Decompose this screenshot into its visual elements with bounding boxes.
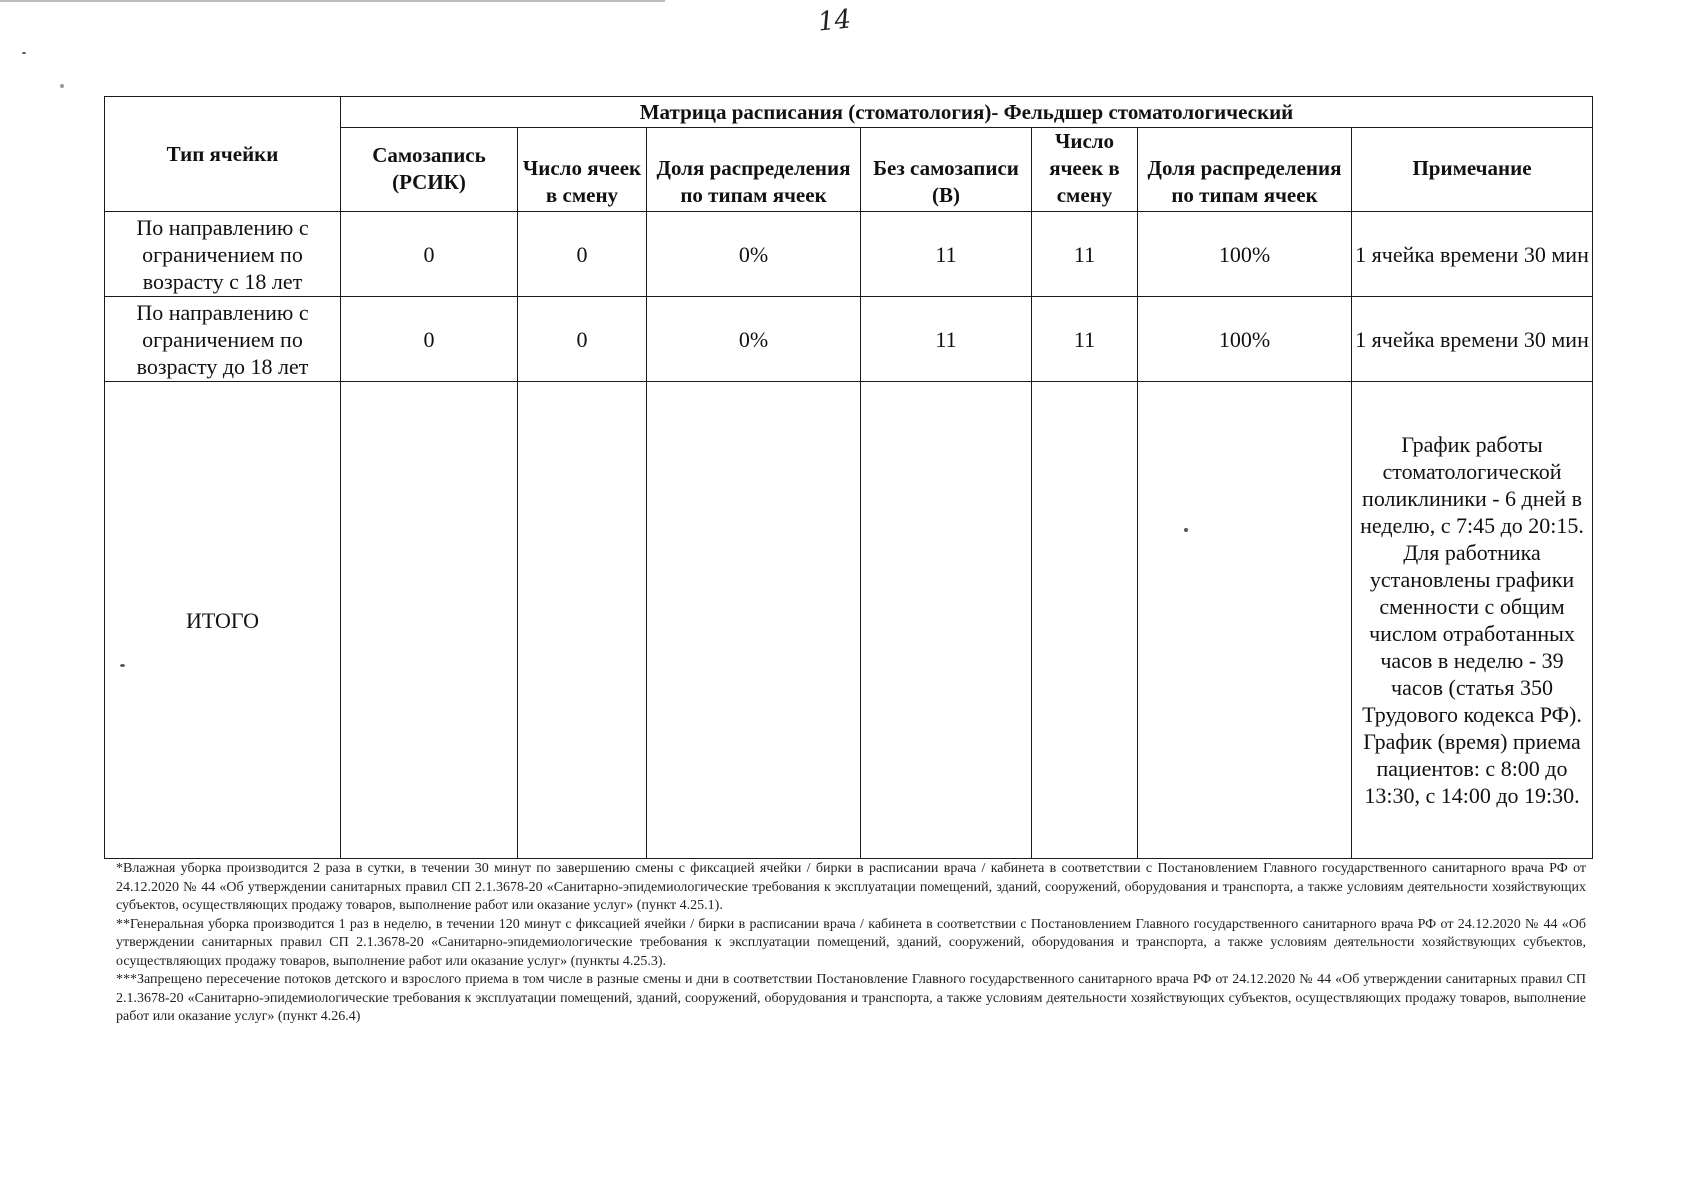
row-note: 1 ячейка времени 30 мин — [1352, 212, 1593, 297]
scan-edge-line — [0, 0, 665, 2]
total-row — [105, 382, 1593, 859]
total-empty-cell — [341, 382, 518, 859]
row-share-1: 0% — [647, 297, 861, 382]
total-empty-cell — [1032, 382, 1138, 859]
page-number: 14 — [816, 4, 853, 38]
footnotes — [116, 860, 1586, 1027]
total-empty-cell — [1138, 382, 1352, 859]
total-empty-cell — [518, 382, 647, 859]
header-no-self-record: Без самозаписи (В) — [861, 128, 1032, 212]
row-share-1: 0% — [647, 212, 861, 297]
header-note: Примечание — [1352, 128, 1593, 212]
header-cell-type: Тип ячейки — [105, 97, 341, 212]
row-no-self-record: 11 — [861, 297, 1032, 382]
row-cells-per-shift-2: 11 — [1032, 212, 1138, 297]
row-share-2: 100% — [1138, 212, 1352, 297]
header-share-2: Доля распределения по типам ячеек — [1138, 128, 1352, 212]
row-type: По направлению с ограничением по возрасту с 18 лет — [105, 212, 341, 297]
header-cells-per-shift-1: Число ячеек в смену — [518, 128, 647, 212]
footnote-general-cleaning: **Генеральная уборка производится 1 раз в неделю, в течении 120 минут с фиксацией ячейки / бирки в расписании врача / кабинета в соответствии с Постановлением Главного государственного санитарного врача РФ от 24.12.2020 № 44 «Об утверждении санитарных правил СП 2.1.3678-20 «Санитарно-эпидемиологические требования к эксплуатации помещений, зданий, сооружений, оборудования и транспорта, а также условиям деятельности хозяйствующих субъектов, осуществляющих продажу товаров, выполнение работ или оказание услуг» (пункты 4.25.3). — [116, 916, 1586, 969]
header-share-1: Доля распределения по типам ячеек — [647, 128, 861, 212]
row-cells-per-shift-2: 11 — [1032, 297, 1138, 382]
total-label: ИТОГО — [105, 382, 341, 859]
row-self-record: 0 — [341, 297, 518, 382]
total-note: График работы стоматологической поликлиники - 6 дней в неделю, с 7:45 до 20:15. Для работника установлены графики сменности с общим числом отработанных часов в неделю - 39 часов (статья 350 Трудового кодекса РФ). График (время) приема пациентов: с 8:00 до 13:30, с 14:00 до 19:30. — [1352, 382, 1593, 859]
row-cells-per-shift-1: 0 — [518, 297, 647, 382]
table-row — [105, 212, 1593, 297]
scan-speck — [22, 52, 26, 54]
row-type: По направлению с ограничением по возрасту до 18 лет — [105, 297, 341, 382]
header-cells-per-shift-2: Число ячеек в смену — [1032, 128, 1138, 212]
header-self-record: Самозапись (РСИК) — [341, 128, 518, 212]
row-self-record: 0 — [341, 212, 518, 297]
row-share-2: 100% — [1138, 297, 1352, 382]
row-no-self-record: 11 — [861, 212, 1032, 297]
total-empty-cell — [647, 382, 861, 859]
schedule-matrix-table — [104, 96, 1593, 859]
scan-speck — [60, 84, 64, 88]
footnote-wet-cleaning: *Влажная уборка производится 2 раза в сутки, в течении 30 минут по завершению смены с фиксацией ячейки / бирки в расписании врача / кабинета в соответствии с Постановлением Главного государственного санитарного врача РФ от 24.12.2020 № 44 «Об утверждении санитарных правил СП 2.1.3678-20 «Санитарно-эпидемиологические требования к эксплуатации помещений, зданий, сооружений, оборудования и транспорта, а также условиям деятельности хозяйствующих субъектов, осуществляющих продажу товаров, выполнение работ или оказание услуг» (пункт 4.25.1). — [116, 861, 1586, 913]
row-cells-per-shift-1: 0 — [518, 212, 647, 297]
matrix-title: Матрица расписания (стоматология)- Фельдшер стоматологический — [341, 97, 1593, 128]
footnote-flow-separation: ***Запрещено пересечение потоков детского и взрослого приема в том числе в разные смены и дни в соответствии Постановление Главного государственного санитарного врача РФ от 24.12.2020 № 44 «Об утверждении санитарных правил СП 2.1.3678-20 «Санитарно-эпидемиологические требования к эксплуатации помещений, зданий, сооружений, оборудования и транспорта, а также условиям деятельности хозяйствующих субъектов, осуществляющих продажу товаров, выполнение работ или оказание услуг» (пункт 4.26.4) — [116, 972, 1586, 1024]
row-note: 1 ячейка времени 30 мин — [1352, 297, 1593, 382]
total-empty-cell — [861, 382, 1032, 859]
header-row-1 — [105, 97, 1593, 128]
table-row — [105, 297, 1593, 382]
